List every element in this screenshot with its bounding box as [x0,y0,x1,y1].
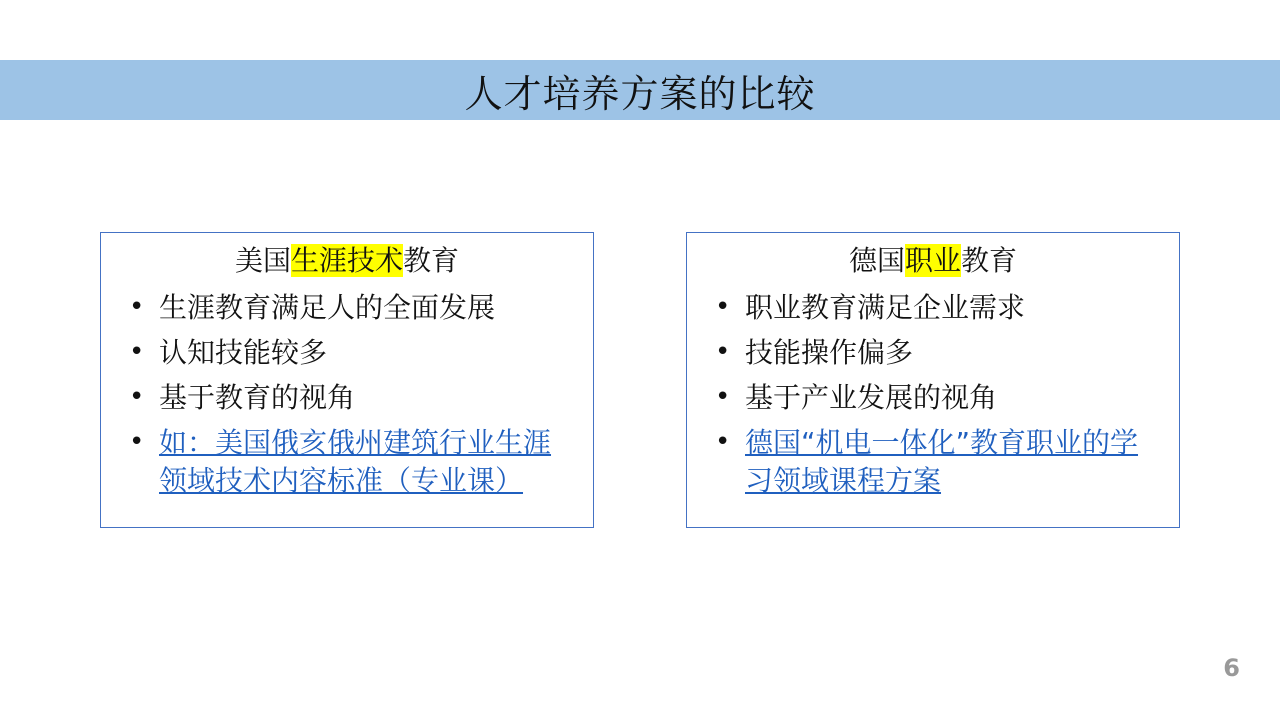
bullet-icon: • [715,427,731,457]
list-item-text: 基于教育的视角 [159,381,356,414]
heading-prefix: 美国 [234,244,291,277]
list-item [715,330,1161,375]
bullet-icon: • [129,337,145,367]
panel-heading [687,241,1179,281]
heading-highlight: 职业 [904,244,961,277]
list-item-text: 职业教育满足企业需求 [745,291,1026,324]
list-item [129,330,575,375]
bullet-list [715,285,1161,500]
title-bar [0,60,1280,120]
bullet-icon: • [129,382,145,412]
list-item-text: 认知技能较多 [159,336,328,369]
page-number: 6 [1223,654,1240,682]
list-item [715,375,1161,420]
heading-suffix: 教育 [403,244,460,277]
list-item-link[interactable] [715,420,1161,500]
list-item [715,285,1161,330]
panel-heading [101,241,593,281]
list-item-text: 基于产业发展的视角 [745,381,998,414]
list-item-text: 生涯教育满足人的全面发展 [159,291,496,324]
heading-suffix: 教育 [961,244,1018,277]
bullet-list [129,285,575,500]
slide-title: 人才培养方案的比较 [464,71,816,116]
bullet-icon: • [715,337,731,367]
list-item [129,285,575,330]
bullet-icon: • [129,292,145,322]
bullet-icon: • [715,382,731,412]
heading-highlight: 生涯技术 [290,244,403,277]
mechatronics-curriculum-link[interactable]: 德国“机电一体化”教育职业的学习领域课程方案 [745,426,1139,497]
ohio-standard-link[interactable]: 如：美国俄亥俄州建筑行业生涯领域技术内容标准（专业课） [159,426,552,497]
bullet-icon: • [715,292,731,322]
us-education-panel [100,232,594,528]
germany-education-panel [686,232,1180,528]
list-item-link[interactable] [129,420,575,500]
list-item [129,375,575,420]
bullet-icon: • [129,427,145,457]
list-item-text: 技能操作偏多 [745,336,914,369]
heading-prefix: 德国 [848,244,905,277]
